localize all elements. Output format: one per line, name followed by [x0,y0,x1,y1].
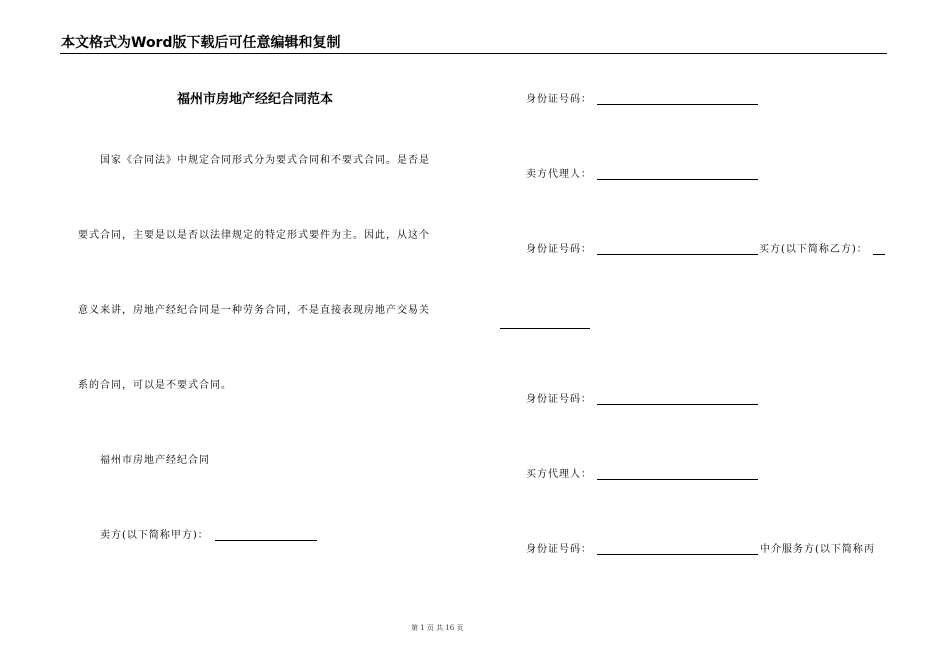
buyer-label: 买方(以下简称乙方)： [759,244,868,255]
id-number-blank-1 [597,104,758,105]
buyer-blank-continued [500,328,590,329]
seller-blank-line [215,540,317,541]
paragraph-line-2: 要式合同，主要是以是否以法律规定的特定形式要件为主。因此，从这个 [78,230,430,241]
buyer-agent-label: 买方代理人： [526,469,592,480]
buyer-blank-start [873,254,885,255]
document-banner: 本文格式为Word版下载后可任意编辑和复制 [61,35,341,51]
id-number-blank-4 [597,554,758,555]
seller-label: 卖方(以下简称甲方)： [100,530,209,541]
paragraph-line-1: 国家《合同法》中规定合同形式分为要式合同和不要式合同。是否是 [100,155,430,166]
id-number-blank-3 [597,404,758,405]
id-number-label-2: 身份证号码： [526,244,592,255]
paragraph-line-4: 系的合同，可以是不要式合同。 [78,380,232,391]
header-rule [60,53,887,54]
intermediary-label: 中介服务方(以下简称丙 [760,544,875,555]
buyer-agent-blank [597,479,758,480]
document-title: 福州市房地产经纪合同范本 [177,92,334,107]
id-number-label-3: 身份证号码： [526,394,592,405]
seller-agent-label: 卖方代理人： [526,169,592,180]
id-number-label-1: 身份证号码： [526,94,592,105]
id-number-label-4: 身份证号码： [526,544,592,555]
id-number-blank-2 [597,254,758,255]
contract-heading: 福州市房地产经纪合同 [100,455,210,466]
seller-agent-blank [597,179,758,180]
paragraph-line-3: 意义来讲，房地产经纪合同是一种劳务合同，不是直接表现房地产交易关 [78,305,430,316]
page-indicator: 第 1 页 共 16 页 [411,624,464,632]
